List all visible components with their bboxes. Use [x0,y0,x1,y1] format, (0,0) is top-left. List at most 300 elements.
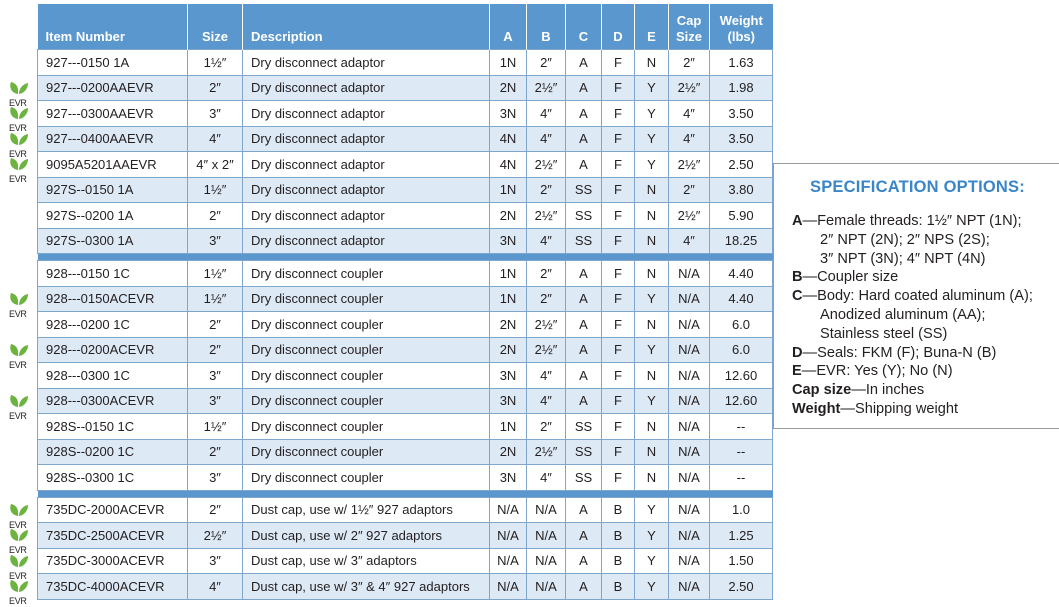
item-number-cell: 927---0400AAEVR [38,126,188,152]
option-c-cell: SS [566,203,602,229]
weight-cell: 4.40 [710,261,773,287]
weight-cell: 6.0 [710,337,773,363]
option-d-cell: F [602,101,635,127]
option-e-cell: Y [635,548,669,574]
header-item-number: Item Number [38,4,188,50]
header-b: B [527,4,566,50]
header-cap-size-line1: Cap [676,13,702,28]
evr-label: EVR [9,308,27,319]
table-row [38,465,773,491]
option-e-cell: N [635,363,669,389]
evr-label: EVR [9,174,27,184]
spec-option-line [792,306,1033,325]
option-b-cell: 4″ [527,228,566,254]
option-b-cell: 2½″ [527,312,566,338]
description-cell: Dry disconnect adaptor [243,152,490,178]
option-d-cell: F [602,337,635,363]
weight-cell: 1.50 [710,548,773,574]
item-number-cell: 928S--0200 1C [38,439,188,465]
description-cell: Dust cap, use w/ 3″ adaptors [243,548,490,574]
option-a-cell: 2N [490,312,527,338]
cap-size-cell: N/A [669,414,710,440]
header-a: A [490,4,527,50]
option-d-cell: F [602,152,635,178]
evr-label: EVR [9,359,27,370]
cap-size-cell: N/A [669,439,710,465]
option-a-cell: 1N [490,261,527,287]
option-e-cell: N [635,261,669,287]
option-d-cell: F [602,50,635,76]
option-e-cell: N [635,177,669,203]
item-number-cell: 928---0150ACEVR [38,286,188,312]
option-a-cell: N/A [490,523,527,549]
table-row [38,152,773,178]
cap-size-cell: 4″ [669,101,710,127]
description-cell: Dry disconnect adaptor [243,75,490,101]
option-b-cell: N/A [527,523,566,549]
cap-size-cell: 2½″ [669,152,710,178]
option-d-cell: F [602,261,635,287]
option-a-cell: N/A [490,574,527,600]
option-d-cell: F [602,439,635,465]
weight-cell: -- [710,439,773,465]
spec-option-line [792,212,1033,231]
description-cell: Dry disconnect adaptor [243,228,490,254]
evr-leaf-icon [8,579,32,605]
evr-leaf-icon [8,292,32,318]
option-e-cell: N [635,439,669,465]
cap-size-cell: 2″ [669,177,710,203]
spec-option-dash: — [851,382,866,399]
spec-option-text: Female threads: 1½″ NPT (1N); [817,213,1022,229]
option-e-cell: Y [635,497,669,523]
cap-size-cell: 2″ [669,50,710,76]
option-c-cell: SS [566,414,602,440]
table-row [38,548,773,574]
item-number-cell: 9095A5201AAEVR [38,152,188,178]
evr-leaf-icon [8,157,32,183]
spec-option-text: 2″ NPT (2N); 2″ NPS (2S); [820,231,990,248]
size-cell: 3″ [188,388,243,414]
item-number-cell: 735DC-2000ACEVR [38,497,188,523]
weight-cell: -- [710,414,773,440]
option-c-cell: SS [566,228,602,254]
option-a-cell: 3N [490,101,527,127]
weight-cell: 3.50 [710,101,773,127]
size-cell: 3″ [188,465,243,491]
option-e-cell: N [635,414,669,440]
table-row [38,228,773,254]
option-d-cell: B [602,523,635,549]
option-b-cell: 2½″ [527,439,566,465]
option-c-cell: A [566,497,602,523]
option-c-cell: A [566,152,602,178]
option-a-cell: 3N [490,388,527,414]
option-c-cell: SS [566,465,602,491]
weight-cell: 12.60 [710,388,773,414]
item-number-cell: 928---0300 1C [38,363,188,389]
description-cell: Dry disconnect coupler [243,312,490,338]
spec-option-text: Body: Hard coated aluminum (A); [817,288,1033,305]
evr-label: EVR [9,148,27,159]
option-b-cell: N/A [527,574,566,600]
option-a-cell: 3N [490,465,527,491]
size-cell: 2″ [188,75,243,101]
spec-option-line [792,231,1033,250]
evr-leaf-icon [8,343,32,369]
option-b-cell: 2½″ [527,152,566,178]
item-number-cell: 928---0300ACEVR [38,388,188,414]
size-cell: 1½″ [188,177,243,203]
size-cell: 4″ x 2″ [188,152,243,178]
header-description: Description [243,4,490,50]
description-cell: Dry disconnect adaptor [243,101,490,127]
spec-option-text: EVR: Yes (Y); No (N) [816,363,953,380]
option-b-cell: 4″ [527,363,566,389]
table-row [38,312,773,338]
size-cell: 2″ [188,337,243,363]
description-cell: Dry disconnect coupler [243,414,490,440]
spec-option-text: Anodized aluminum (AA); [820,306,986,323]
group-separator [38,254,773,261]
option-e-cell: N [635,312,669,338]
option-e-cell: N [635,228,669,254]
weight-cell: 3.80 [710,177,773,203]
spec-option-key: Cap size [792,382,852,399]
table-row [38,337,773,363]
specification-options-list [792,212,1033,419]
size-cell: 2″ [188,312,243,338]
weight-cell: 5.90 [710,203,773,229]
cap-size-cell: N/A [669,388,710,414]
option-a-cell: 1N [490,177,527,203]
spec-option-key: D [792,344,803,361]
option-e-cell: Y [635,101,669,127]
table-row [38,75,773,101]
option-d-cell: F [602,126,635,152]
size-cell: 3″ [188,363,243,389]
option-b-cell: 2″ [527,261,566,287]
evr-label: EVR [9,123,27,133]
weight-cell: 2.50 [710,152,773,178]
spec-option-line [792,362,1033,381]
item-number-cell: 928S--0150 1C [38,414,188,440]
option-a-cell: 2N [490,203,527,229]
spec-option-line [792,381,1033,400]
weight-cell: 1.63 [710,50,773,76]
size-cell: 2½″ [188,523,243,549]
table-row [38,101,773,127]
group-separator-bar [38,490,773,497]
option-a-cell: N/A [490,548,527,574]
evr-leaf-icon [8,106,32,132]
item-number-cell: 927---0200AAEVR [38,75,188,101]
table-row [38,497,773,523]
size-cell: 1½″ [188,50,243,76]
description-cell: Dry disconnect coupler [243,261,490,287]
option-e-cell: Y [635,388,669,414]
option-c-cell: A [566,101,602,127]
option-a-cell: 1N [490,414,527,440]
description-cell: Dry disconnect coupler [243,363,490,389]
header-cap-size [669,4,710,50]
description-cell: Dry disconnect coupler [243,286,490,312]
evr-leaf-icon [8,394,32,420]
table-row [38,286,773,312]
option-d-cell: F [602,203,635,229]
weight-cell: 2.50 [710,574,773,600]
item-number-cell: 927---0150 1A [38,50,188,76]
spec-option-text: Seals: FKM (F); Buna-N (B) [817,344,997,361]
size-cell: 2″ [188,497,243,523]
option-c-cell: A [566,337,602,363]
description-cell: Dry disconnect coupler [243,388,490,414]
spec-option-line [792,344,1033,363]
option-b-cell: 4″ [527,465,566,491]
option-b-cell: 4″ [527,388,566,414]
spec-option-line [792,250,1033,269]
option-d-cell: F [602,312,635,338]
cap-size-cell: 2½″ [669,203,710,229]
option-a-cell: 2N [490,75,527,101]
option-d-cell: F [602,177,635,203]
option-e-cell: Y [635,574,669,600]
header-cap-size-line2: Size [675,29,702,44]
option-e-cell: Y [635,337,669,363]
evr-label: EVR [9,97,27,108]
description-cell: Dry disconnect coupler [243,439,490,465]
option-c-cell: A [566,261,602,287]
header-d: D [602,4,635,50]
size-cell: 1½″ [188,261,243,287]
weight-cell: 1.0 [710,497,773,523]
option-e-cell: N [635,50,669,76]
spec-option-line [792,268,1033,287]
description-cell: Dry disconnect adaptor [243,177,490,203]
item-number-cell: 735DC-3000ACEVR [38,548,188,574]
evr-leaf-icon [8,528,32,554]
option-b-cell: 2½″ [527,75,566,101]
table-row [38,523,773,549]
option-d-cell: F [602,286,635,312]
option-b-cell: 2½″ [527,337,566,363]
option-c-cell: SS [566,439,602,465]
header-weight [710,4,773,50]
table-row [38,126,773,152]
evr-label: EVR [9,410,27,421]
weight-cell: 4.40 [710,286,773,312]
option-d-cell: F [602,75,635,101]
option-c-cell: A [566,286,602,312]
option-d-cell: F [602,414,635,440]
item-number-cell: 927S--0200 1A [38,203,188,229]
option-c-cell: A [566,50,602,76]
header-e: E [635,4,669,50]
option-a-cell: 4N [490,152,527,178]
option-c-cell: SS [566,177,602,203]
spec-option-dash: — [840,400,855,417]
option-c-cell: A [566,388,602,414]
spec-option-dash: — [802,213,818,229]
size-cell: 2″ [188,203,243,229]
cap-size-cell: N/A [669,574,710,600]
evr-leaf-icon [8,132,32,158]
spec-option-key: E [792,363,802,380]
size-cell: 2″ [188,439,243,465]
weight-cell: 1.25 [710,523,773,549]
evr-label: EVR [9,545,27,555]
description-cell: Dust cap, use w/ 2″ 927 adaptors [243,523,490,549]
weight-cell: 1.98 [710,75,773,101]
spec-option-line [792,400,1033,419]
size-cell: 3″ [188,228,243,254]
table-row [38,574,773,600]
specification-options-box [773,163,1059,429]
group-separator-bar [38,254,773,261]
option-e-cell: Y [635,286,669,312]
description-cell: Dry disconnect coupler [243,465,490,491]
item-number-cell: 735DC-2500ACEVR [38,523,188,549]
spec-option-key: C [792,288,803,305]
option-b-cell: 2″ [527,177,566,203]
option-a-cell: N/A [490,497,527,523]
option-a-cell: 3N [490,363,527,389]
specification-options-title: SPECIFICATION OPTIONS: [810,178,1025,196]
option-a-cell: 2N [490,337,527,363]
option-c-cell: A [566,312,602,338]
spec-option-dash: — [802,288,818,305]
header-weight-line2: (lbs) [727,29,755,44]
option-b-cell: 2″ [527,50,566,76]
option-a-cell: 2N [490,439,527,465]
option-a-cell: 3N [490,228,527,254]
cap-size-cell: N/A [669,548,710,574]
item-number-cell: 927---0300AAEVR [38,101,188,127]
description-cell: Dust cap, use w/ 1½″ 927 adaptors [243,497,490,523]
spec-option-dash: — [802,269,818,286]
option-d-cell: F [602,465,635,491]
spec-option-key: B [792,269,803,286]
cap-size-cell: N/A [669,497,710,523]
option-c-cell: A [566,126,602,152]
size-cell: 1½″ [188,414,243,440]
table-body [38,50,773,600]
item-number-cell: 928S--0300 1C [38,465,188,491]
item-number-cell: 928---0200 1C [38,312,188,338]
cap-size-cell: N/A [669,286,710,312]
option-b-cell: 2″ [527,286,566,312]
table-header-row [38,4,773,50]
option-b-cell: N/A [527,497,566,523]
description-cell: Dry disconnect coupler [243,337,490,363]
cap-size-cell: N/A [669,337,710,363]
option-b-cell: N/A [527,548,566,574]
table-row [38,388,773,414]
option-d-cell: B [602,497,635,523]
table-row [38,439,773,465]
cap-size-cell: N/A [669,261,710,287]
spec-option-text: Stainless steel (SS) [820,325,948,342]
option-e-cell: Y [635,126,669,152]
description-cell: Dry disconnect adaptor [243,126,490,152]
size-cell: 1½″ [188,286,243,312]
cap-size-cell: N/A [669,363,710,389]
cap-size-cell: N/A [669,312,710,338]
option-d-cell: B [602,574,635,600]
size-cell: 3″ [188,548,243,574]
option-a-cell: 4N [490,126,527,152]
option-c-cell: A [566,363,602,389]
spec-option-text: 3″ NPT (3N); 4″ NPT (4N) [820,250,986,267]
cap-size-cell: N/A [669,523,710,549]
weight-cell: 18.25 [710,228,773,254]
size-cell: 4″ [188,574,243,600]
item-number-cell: 927S--0300 1A [38,228,188,254]
cap-size-cell: 4″ [669,228,710,254]
weight-cell: 3.50 [710,126,773,152]
option-c-cell: A [566,548,602,574]
header-size: Size [188,4,243,50]
spec-option-line [792,325,1033,344]
table-row [38,177,773,203]
weight-cell: 6.0 [710,312,773,338]
header-c: C [566,4,602,50]
option-e-cell: N [635,465,669,491]
evr-leaf-icon [8,554,32,580]
description-cell: Dry disconnect adaptor [243,203,490,229]
option-d-cell: F [602,363,635,389]
spec-option-text: Shipping weight [854,400,959,417]
cap-size-cell: 2½″ [669,75,710,101]
evr-label: EVR [9,519,27,530]
evr-leaf-icon [8,503,32,529]
option-b-cell: 4″ [527,126,566,152]
spec-option-text: Coupler size [817,269,899,286]
table-row [38,261,773,287]
description-cell: Dry disconnect adaptor [243,50,490,76]
product-spec-table [37,4,773,600]
option-a-cell: 1N [490,286,527,312]
spec-option-dash: — [801,363,817,380]
spec-option-line [792,287,1033,306]
size-cell: 4″ [188,126,243,152]
header-weight-line1: Weight [719,13,763,28]
group-separator [38,490,773,497]
option-c-cell: A [566,75,602,101]
evr-label: EVR [9,596,27,606]
cap-size-cell: N/A [669,465,710,491]
table-row [38,414,773,440]
option-e-cell: Y [635,152,669,178]
item-number-cell: 735DC-4000ACEVR [38,574,188,600]
item-number-cell: 928---0150 1C [38,261,188,287]
option-d-cell: F [602,388,635,414]
option-e-cell: Y [635,75,669,101]
evr-label: EVR [9,570,27,581]
size-cell: 3″ [188,101,243,127]
spec-option-dash: — [802,344,818,361]
evr-leaf-icon [8,81,32,107]
option-e-cell: Y [635,523,669,549]
table-row [38,50,773,76]
item-number-cell: 927S--0150 1A [38,177,188,203]
weight-cell: 12.60 [710,363,773,389]
option-c-cell: A [566,523,602,549]
weight-cell: -- [710,465,773,491]
item-number-cell: 928---0200ACEVR [38,337,188,363]
cap-size-cell: 4″ [669,126,710,152]
option-c-cell: A [566,574,602,600]
